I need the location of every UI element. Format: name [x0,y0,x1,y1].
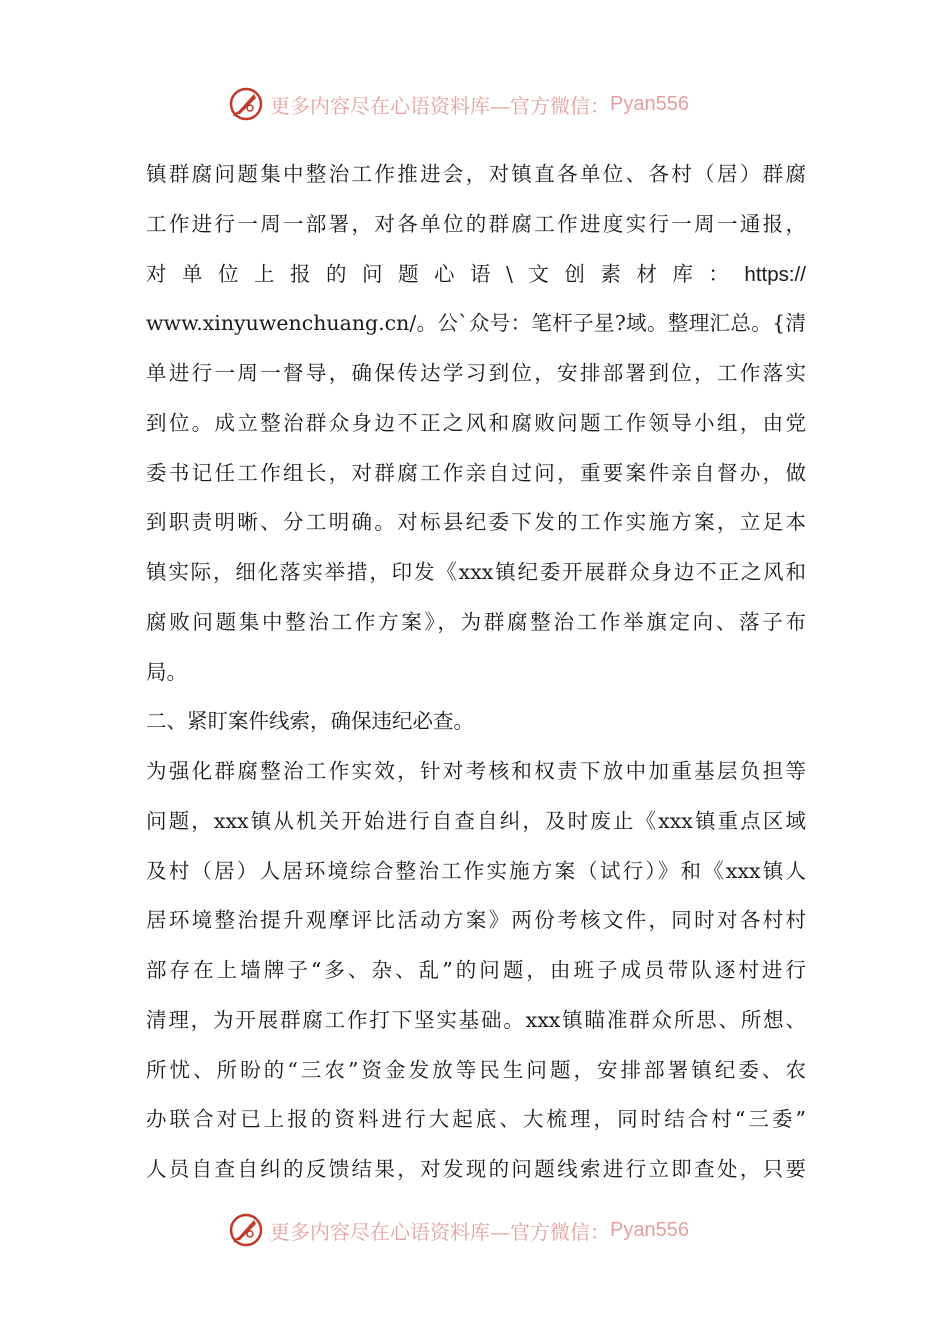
char: 心 [434,261,455,286]
text-line: 委书记任工作组长，对群腐工作亲自过问，重要案件亲自督办，做 [146,460,806,485]
char: 创 [564,261,585,286]
text-line: 局。 [146,659,187,684]
text-line: www.xinyuwenchuang.cn/。公`众号：笔杆子星?域。整理汇总。{清 [146,311,806,336]
char: 报 [290,261,311,286]
quill-logo-icon [228,1212,264,1248]
text-line: 为强化群腐整治工作实效，针对考核和权责下放中加重基层负担等 [146,759,806,783]
char: 文 [528,261,549,286]
text-line: 办联合对已上报的资料进行大起底、大梳理，同时结合村“三委” [146,1107,806,1132]
footer-banner [228,1210,788,1250]
char: 库 [672,261,693,286]
banner-text: 更多内容尽在心语资料库—官方微信： [270,1219,610,1244]
text-line: 清理，为开展群腐工作打下坚实基础。xxx镇瞄准群众所思、所想、 [146,1007,806,1032]
text-line: 单进行一周一督导，确保传达学习到位，安排部署到位，工作落实 [146,361,806,385]
text-line: 镇群腐问题集中整治工作推进会，对镇直各单位、各村（居）群腐 [146,162,806,186]
char: 对 [146,261,167,286]
char: 上 [254,261,275,286]
text-line: 人员自查自纠的反馈结果，对发现的问题线索进行立即查处，只要 [146,1157,806,1181]
banner-text: 更多内容尽在心语资料库—官方微信： [270,93,610,118]
banner-wechat-handle: Pyan556 [610,1218,689,1241]
banner-wechat-handle: Pyan556 [610,92,689,115]
char: ： [708,261,729,286]
text-line-spread [146,250,806,300]
quill-logo-icon [228,86,264,122]
char: \ [506,261,513,286]
char: 的 [326,261,347,286]
char: 素 [600,261,621,286]
char: 单 [182,261,203,286]
text-line: 问题，xxx镇从机关开始进行自查自纠，及时废止《xxx镇重点区域 [146,808,806,833]
text-line: 及村（居）人居环境综合整治工作实施方案（试行）》和《xxx镇人 [146,858,806,883]
text-line: 所忧、所盼的“三农”资金发放等民生问题，安排部署镇纪委、农 [146,1057,806,1082]
url-fragment: https:// [744,262,806,286]
char: 材 [636,261,657,286]
header-banner [228,84,788,124]
section-heading: 二、紧盯案件线索，确保违纪必查。 [146,709,474,734]
document-body [146,150,806,1195]
char: 题 [398,261,419,286]
text-line: 腐败问题集中整治工作方案》，为群腐整治工作举旗定向、落子布 [146,609,806,634]
text-line: 工作进行一周一部署，对各单位的群腐工作进度实行一周一通报， [146,211,806,236]
char: 问 [362,261,383,286]
text-line: 部存在上墙牌子“多、杂、乱”的问题，由班子成员带队逐村进行 [146,958,806,982]
text-line: 镇实际，细化落实举措，印发《xxx镇纪委开展群众身边不正之风和 [146,560,806,584]
text-line: 到位。成立整治群众身边不正之风和腐败问题工作领导小组，由党 [146,410,806,435]
char: 位 [218,261,239,286]
text-line: 到职责明晰、分工明确。对标县纪委下发的工作实施方案，立足本 [146,510,806,535]
text-line: 居环境整治提升观摩评比活动方案》两份考核文件，同时对各村村 [146,908,806,933]
char: 语 [470,261,491,286]
